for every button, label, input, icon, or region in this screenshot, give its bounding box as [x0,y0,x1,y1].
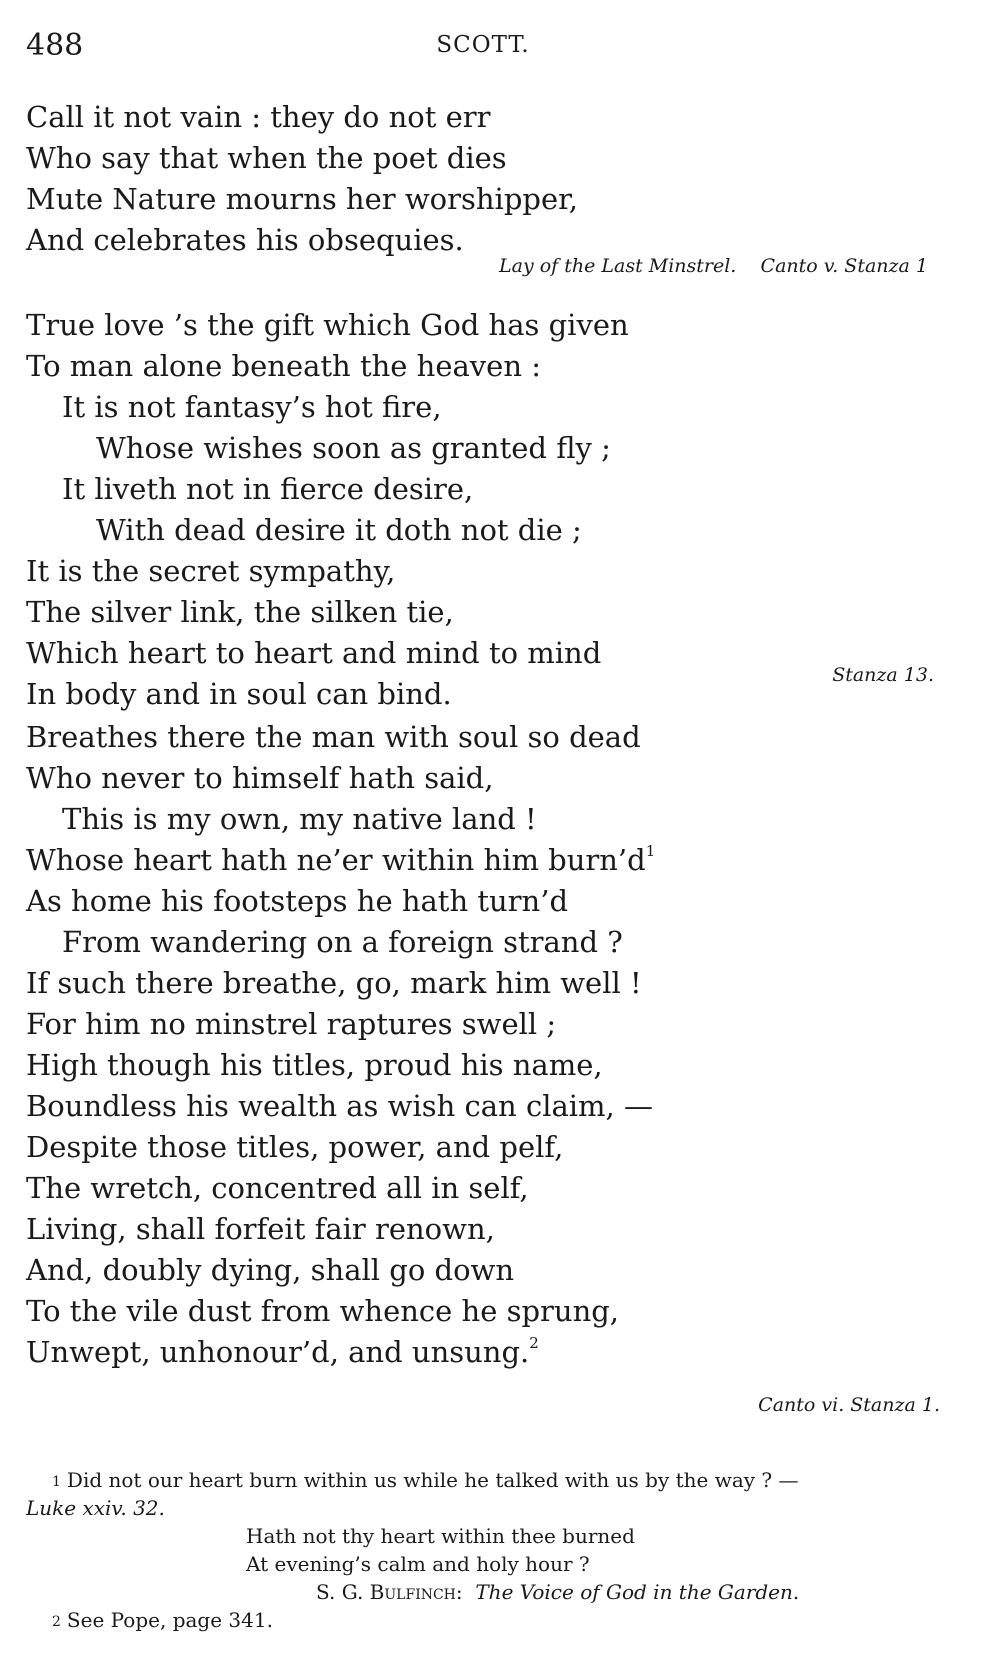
verse-line: The wretch, concentred all in self, [26,1171,529,1205]
verse-line: Living, shall forfeit fair renown, [26,1212,495,1246]
citation-2 [832,664,934,686]
verse-line: To man alone beneath the heaven : [26,349,541,383]
running-head: SCOTT. [436,32,530,58]
verse-line: As home his footsteps he hath turn’d [26,884,569,918]
verse-line: The silver link, the silken tie, [26,595,454,629]
verse-line: Whose wishes soon as granted fly ; [96,431,611,465]
footnote-reference: Luke xxiv. 32. [26,1496,165,1520]
verse-line [26,840,926,881]
attribution-title: The Voice of God in the Garden. [475,1580,800,1604]
footnote-number: 2 [52,1614,61,1630]
poem-stanza-2 [26,305,926,715]
verse-line: High though his titles, proud his name, [26,1048,603,1082]
verse-line: Breathes there the man with soul so dead [26,720,641,754]
verse-line: Which heart to heart and mind to mind [26,636,602,670]
footnotes [26,1466,946,1634]
verse-line: It is the secret sympathy, [26,554,396,588]
citation-1 [499,255,928,277]
citation-3 [758,1394,940,1416]
verse-line: From wandering on a foreign strand ? [62,925,623,959]
footnote-marker-1: 1 [645,842,656,860]
verse-line [26,1332,926,1373]
footnote-attribution: S. G. Bulfinch: The Voice of God in the Garden. [316,1580,800,1604]
citation-location: Canto v. Stanza 1 [760,255,928,277]
footnote-1 [26,1466,946,1494]
citation-location: Canto vi. Stanza 1. [758,1394,940,1416]
footnote-verse-line: At evening’s calm and holy hour ? [246,1552,590,1576]
citation-work: Lay of the Last Minstrel. [499,255,737,277]
footnote-text: See Pope, page 341. [66,1608,273,1632]
verse-line: True love ’s the gift which God has given [26,308,629,342]
verse-line: With dead desire it doth not die ; [96,513,582,547]
verse-line: Who never to himself hath said, [26,761,494,795]
verse-line: In body and in soul can bind. [26,677,452,711]
verse-line: It is not fantasy’s hot fire, [62,390,442,424]
verse-line: Mute Nature mourns her worshipper, [26,182,579,216]
verse-line: For him no minstrel raptures swell ; [26,1007,557,1041]
verse-line: And, doubly dying, shall go down [26,1253,515,1287]
footnote-verse-line: Hath not thy heart within thee burned [246,1524,635,1548]
footnote-number: 1 [52,1474,61,1490]
verse-line: This is my own, my native land ! [62,802,537,836]
verse-line: It liveth not in fierce desire, [62,472,474,506]
verse-text: Whose heart hath ne’er within him burn’d [26,843,646,877]
verse-line: To the vile dust from whence he sprung, [26,1294,620,1328]
citation-location: Stanza 13. [832,664,934,686]
verse-line: If such there breathe, go, mark him well ! [26,966,642,1000]
verse-line: Call it not vain : they do not err [26,100,491,134]
footnote-2 [26,1606,946,1634]
attribution-author: S. G. Bulfinch [316,1580,456,1604]
page-header [26,28,940,68]
verse-line: Despite those titles, power, and pelf, [26,1130,564,1164]
verse-line: And celebrates his obsequies. [26,223,464,257]
poem-stanza-3 [26,717,926,1373]
verse-line: Boundless his wealth as wish can claim, — [26,1089,653,1123]
verse-text: Unwept, unhonour’d, and unsung. [26,1335,530,1369]
verse-line: Who say that when the poet dies [26,141,507,175]
page-number: 488 [26,28,84,63]
footnote-text: Did not our heart burn within us while he talked with us by the way ? — [66,1468,799,1492]
poem-stanza-1 [26,97,926,261]
footnote-marker-2: 2 [529,1334,539,1352]
